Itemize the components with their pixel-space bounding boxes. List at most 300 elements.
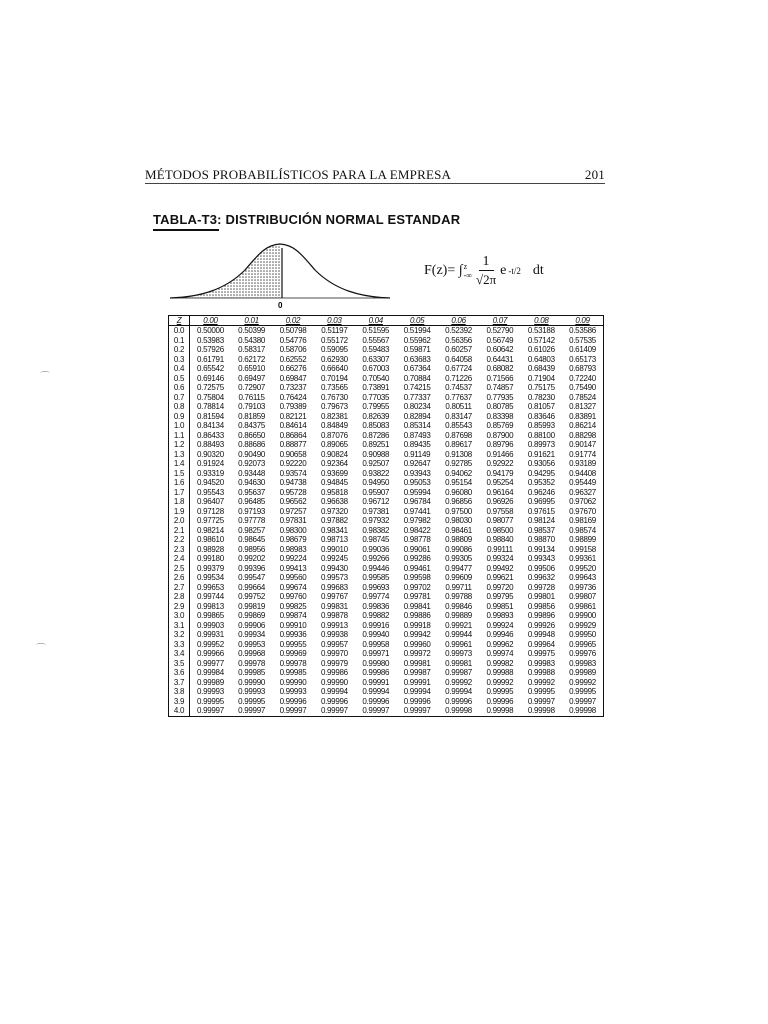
- probability-cell: 0.95728: [279, 487, 307, 497]
- probability-cell: 0.96407: [197, 497, 224, 506]
- probability-cell: 0.99972: [403, 649, 431, 658]
- probability-cell: 0.99795: [486, 592, 514, 601]
- probability-cell: 0.63307: [362, 354, 390, 364]
- probability-cell: 0.62172: [238, 354, 265, 364]
- probability-cell: 0.95543: [197, 487, 224, 497]
- probability-cell: 0.99982: [486, 658, 514, 668]
- probability-cell: 0.81594: [197, 411, 224, 421]
- probability-cell: 0.99767: [320, 592, 348, 601]
- column-header: 0.04: [355, 316, 396, 326]
- row-z-value: 2.0: [169, 516, 190, 526]
- probability-cell: 0.91774: [569, 449, 596, 459]
- probability-cell: 0.65542: [197, 364, 224, 373]
- probability-cell: 0.95352: [527, 478, 555, 487]
- probability-cell: 0.94179: [486, 468, 514, 478]
- probability-cell: 0.99993: [279, 687, 307, 696]
- table-row: [169, 573, 604, 583]
- probability-cell: 0.99702: [403, 582, 431, 592]
- probability-cell: 0.99978: [238, 658, 265, 668]
- probability-cell: 0.68439: [527, 364, 555, 373]
- probability-cell: 0.87286: [362, 430, 390, 440]
- probability-cell: 0.96712: [362, 497, 390, 506]
- row-z-value: 3.5: [169, 659, 190, 669]
- probability-cell: 0.95053: [403, 478, 431, 487]
- page-number: 201: [584, 167, 605, 182]
- probability-cell: 0.63683: [403, 354, 431, 364]
- probability-cell: 0.99893: [486, 611, 514, 620]
- probability-cell: 0.99989: [569, 668, 596, 677]
- probability-cell: 0.97725: [197, 516, 224, 525]
- probability-cell: 0.84134: [197, 421, 224, 430]
- row-z-value: 0.6: [169, 383, 190, 393]
- probability-cell: 0.89973: [527, 440, 555, 449]
- probability-cell: 0.98257: [238, 525, 265, 535]
- probability-cell: 0.99991: [362, 677, 390, 687]
- probability-cell: 0.99396: [238, 563, 265, 573]
- row-z-value: 0.8: [169, 402, 190, 412]
- table-row: [169, 507, 604, 517]
- probability-cell: 0.79389: [279, 402, 307, 411]
- probability-cell: 0.99245: [320, 554, 348, 563]
- probability-cell: 0.78814: [197, 402, 224, 411]
- probability-cell: 0.82894: [403, 411, 431, 421]
- probability-cell: 0.99869: [238, 611, 265, 620]
- probability-cell: 0.99598: [403, 573, 431, 582]
- title-rest: DISTRIBUCIÓN NORMAL ESTANDAR: [221, 212, 461, 227]
- probability-cell: 0.87698: [445, 430, 472, 440]
- probability-cell: 0.99851: [486, 601, 514, 611]
- table-row: [169, 659, 604, 669]
- probability-cell: 0.99836: [362, 601, 390, 611]
- probability-cell: 0.99720: [486, 582, 514, 592]
- probability-cell: 0.99987: [403, 668, 431, 677]
- table-row: [169, 402, 604, 412]
- row-z-value: 0.5: [169, 374, 190, 384]
- probability-cell: 0.84375: [238, 421, 265, 430]
- probability-cell: 0.99942: [403, 630, 431, 639]
- row-z-value: 1.3: [169, 450, 190, 460]
- probability-cell: 0.51197: [321, 326, 348, 335]
- probability-cell: 0.90824: [320, 449, 348, 459]
- probability-cell: 0.91924: [197, 459, 224, 468]
- probability-cell: 0.78230: [527, 392, 555, 402]
- probability-cell: 0.87493: [403, 430, 431, 440]
- probability-cell: 0.74537: [445, 383, 472, 392]
- probability-cell: 0.99547: [238, 573, 265, 582]
- probability-cell: 0.99979: [320, 658, 348, 668]
- formula-lower-limit: -∞: [463, 271, 472, 280]
- probability-cell: 0.79673: [320, 402, 348, 411]
- probability-cell: 0.96926: [486, 497, 514, 506]
- probability-cell: 0.53586: [569, 326, 596, 335]
- row-z-value: 2.8: [169, 592, 190, 602]
- probability-cell: 0.85543: [445, 421, 472, 430]
- probability-cell: 0.99906: [238, 620, 265, 630]
- probability-cell: 0.70884: [403, 373, 431, 383]
- probability-cell: 0.99774: [362, 592, 390, 601]
- probability-cell: 0.99728: [527, 582, 555, 592]
- probability-cell: 0.98030: [445, 516, 472, 525]
- probability-cell: 0.93822: [362, 468, 390, 478]
- probability-cell: 0.79955: [362, 402, 390, 411]
- probability-cell: 0.99086: [445, 544, 472, 554]
- row-z-value: 2.9: [169, 602, 190, 612]
- probability-cell: 0.99781: [403, 592, 431, 601]
- probability-cell: 0.98124: [527, 516, 555, 525]
- probability-cell: 0.97558: [486, 506, 514, 516]
- probability-cell: 0.99992: [486, 677, 514, 687]
- probability-cell: 0.99996: [445, 696, 472, 706]
- probability-cell: 0.99856: [527, 601, 555, 611]
- table-title: [153, 212, 460, 227]
- probability-cell: 0.81057: [527, 402, 555, 411]
- probability-cell: 0.93319: [197, 468, 224, 478]
- probability-cell: 0.99010: [320, 544, 348, 554]
- title-underline: [153, 229, 219, 231]
- probability-cell: 0.99934: [238, 630, 265, 639]
- row-z-value: 2.7: [169, 583, 190, 593]
- probability-cell: 0.55172: [320, 335, 348, 345]
- probability-cell: 0.97882: [320, 516, 348, 525]
- probability-cell: 0.95994: [403, 487, 431, 497]
- table-row: [169, 393, 604, 403]
- probability-cell: 0.90988: [362, 449, 390, 459]
- probability-cell: 0.99492: [486, 563, 514, 573]
- table-row: [169, 630, 604, 640]
- row-z-value: 3.0: [169, 611, 190, 621]
- probability-cell: 0.98778: [403, 535, 431, 544]
- row-z-value: 0.7: [169, 393, 190, 403]
- probability-cell: 0.98537: [527, 525, 555, 535]
- normal-curve-figure: [170, 240, 390, 310]
- row-z-value: 3.3: [169, 640, 190, 650]
- probability-cell: 0.97320: [320, 506, 348, 516]
- probability-cell: 0.76115: [238, 392, 265, 402]
- column-header: 0.01: [231, 316, 272, 326]
- probability-cell: 0.89435: [403, 440, 431, 449]
- probability-cell: 0.95907: [362, 487, 390, 497]
- row-z-value: 3.6: [169, 668, 190, 678]
- curve-label: 0: [278, 301, 283, 310]
- table-row: [169, 611, 604, 621]
- probability-cell: 0.99446: [362, 563, 390, 573]
- probability-cell: 0.99995: [197, 696, 224, 706]
- row-z-value: 0.0: [169, 326, 190, 336]
- probability-cell: 0.52392: [445, 326, 472, 335]
- probability-cell: 0.62552: [279, 354, 307, 364]
- probability-cell: 0.97670: [569, 506, 596, 516]
- title-prefix: TABLA-T3:: [153, 212, 222, 227]
- probability-cell: 0.58317: [238, 345, 265, 354]
- formula-exp-base: e: [500, 263, 507, 278]
- probability-cell: 0.51994: [403, 326, 431, 335]
- table-row: [169, 649, 604, 659]
- table-row: [169, 383, 604, 393]
- probability-cell: 0.99994: [362, 687, 390, 696]
- probability-cell: 0.99693: [362, 582, 390, 592]
- probability-cell: 0.99744: [197, 592, 224, 601]
- probability-cell: 0.99973: [445, 649, 472, 658]
- probability-cell: 0.61791: [197, 354, 224, 364]
- probability-cell: 0.99936: [279, 630, 307, 639]
- probability-cell: 0.80511: [445, 402, 472, 411]
- probability-cell: 0.99224: [279, 554, 307, 563]
- probability-cell: 0.75804: [197, 392, 224, 402]
- probability-cell: 0.87076: [320, 430, 348, 440]
- probability-cell: 0.59483: [362, 345, 390, 354]
- row-z-value: 0.9: [169, 412, 190, 422]
- probability-cell: 0.99134: [527, 544, 555, 554]
- probability-cell: 0.99990: [320, 677, 348, 687]
- probability-cell: 0.99874: [279, 611, 307, 620]
- row-z-value: 1.8: [169, 497, 190, 507]
- probability-cell: 0.99825: [279, 601, 307, 611]
- row-z-value: 2.4: [169, 554, 190, 564]
- probability-cell: 0.99983: [527, 658, 555, 668]
- probability-cell: 0.99861: [569, 601, 596, 611]
- probability-cell: 0.99534: [197, 573, 224, 582]
- probability-cell: 0.99266: [362, 554, 390, 563]
- probability-cell: 0.88298: [569, 430, 596, 440]
- formula-exponent: -t/2: [508, 266, 521, 276]
- column-header: 0.02: [272, 316, 313, 326]
- probability-cell: 0.55962: [403, 335, 431, 345]
- table-row: [169, 478, 604, 488]
- probability-cell: 0.77935: [486, 392, 514, 402]
- probability-cell: 0.99985: [238, 668, 265, 677]
- table-row: [169, 412, 604, 422]
- probability-cell: 0.94408: [569, 468, 596, 478]
- formula-numerator: 1: [479, 254, 494, 271]
- row-z-value: 3.9: [169, 697, 190, 707]
- probability-cell: 0.89617: [445, 440, 472, 449]
- probability-cell: 0.97441: [403, 506, 431, 516]
- formula-denominator: √2π: [475, 272, 497, 287]
- row-z-value: 1.0: [169, 421, 190, 431]
- probability-cell: 0.66640: [320, 364, 348, 373]
- probability-cell: 0.72907: [238, 383, 265, 392]
- formula-lhs: F(z)= ∫: [424, 263, 463, 278]
- row-z-value: 2.5: [169, 564, 190, 574]
- row-z-value: 0.1: [169, 336, 190, 346]
- probability-cell: 0.99324: [486, 554, 514, 563]
- row-z-value: 3.7: [169, 678, 190, 688]
- probability-cell: 0.99841: [403, 601, 431, 611]
- probability-cell: 0.99998: [562, 706, 603, 716]
- probability-cell: 0.99926: [527, 620, 555, 630]
- probability-cell: 0.53188: [527, 326, 555, 335]
- probability-cell: 0.99305: [445, 554, 472, 563]
- probability-cell: 0.98610: [197, 535, 224, 544]
- probability-cell: 0.99996: [403, 696, 431, 706]
- probability-cell: 0.99585: [362, 573, 390, 582]
- table-row: [169, 336, 604, 346]
- probability-cell: 0.98840: [486, 535, 514, 544]
- probability-cell: 0.99968: [238, 649, 265, 658]
- probability-cell: 0.99752: [238, 592, 265, 601]
- probability-cell: 0.99993: [238, 687, 265, 696]
- probability-cell: 0.82639: [362, 411, 390, 421]
- table-row: [169, 583, 604, 593]
- column-header: 0.09: [562, 316, 603, 326]
- probability-cell: 0.95637: [238, 487, 265, 497]
- probability-cell: 0.51595: [362, 326, 390, 335]
- row-z-value: 2.1: [169, 526, 190, 536]
- probability-cell: 0.99997: [190, 706, 231, 716]
- row-z-value: 3.8: [169, 687, 190, 697]
- probability-cell: 0.98574: [569, 525, 596, 535]
- probability-cell: 0.99997: [396, 706, 437, 716]
- probability-cell: 0.57535: [569, 335, 596, 345]
- probability-cell: 0.98713: [320, 535, 348, 544]
- probability-cell: 0.99996: [320, 696, 348, 706]
- probability-cell: 0.56356: [445, 335, 472, 345]
- probability-cell: 0.99343: [527, 554, 555, 563]
- probability-cell: 0.99736: [569, 582, 596, 592]
- probability-cell: 0.96485: [238, 497, 265, 506]
- probability-cell: 0.99924: [486, 620, 514, 630]
- scan-mark: ⌒: [40, 372, 50, 383]
- probability-cell: 0.99413: [279, 563, 307, 573]
- column-header: 0.08: [521, 316, 562, 326]
- probability-cell: 0.99970: [320, 649, 348, 658]
- probability-cell: 0.96246: [527, 487, 555, 497]
- probability-cell: 0.99831: [320, 601, 348, 611]
- probability-cell: 0.96327: [569, 487, 596, 497]
- probability-cell: 0.99807: [569, 592, 596, 601]
- probability-cell: 0.96995: [527, 497, 555, 506]
- probability-cell: 0.94630: [238, 478, 265, 487]
- probability-cell: 0.99361: [569, 554, 596, 563]
- row-z-value: 1.7: [169, 488, 190, 498]
- probability-cell: 0.89065: [320, 440, 348, 449]
- probability-cell: 0.99882: [362, 611, 390, 620]
- probability-cell: 0.68793: [569, 364, 596, 373]
- table-row: [169, 488, 604, 498]
- probability-cell: 0.96164: [486, 487, 514, 497]
- formula-fraction: [476, 254, 496, 288]
- probability-cell: 0.99865: [197, 611, 224, 620]
- table-row: [169, 469, 604, 479]
- probability-cell: 0.99991: [403, 677, 431, 687]
- probability-cell: 0.83646: [527, 411, 555, 421]
- probability-cell: 0.99996: [486, 696, 514, 706]
- table-row: [169, 564, 604, 574]
- probability-cell: 0.64803: [527, 354, 555, 364]
- probability-cell: 0.92922: [486, 459, 514, 468]
- probability-cell: 0.67364: [403, 364, 431, 373]
- row-z-value: 1.6: [169, 478, 190, 488]
- probability-cell: 0.83398: [486, 411, 514, 421]
- header-title: MÉTODOS PROBABILÍSTICOS PARA LA EMPRESA: [145, 167, 452, 182]
- probability-cell: 0.99896: [527, 611, 555, 620]
- probability-cell: 0.99994: [445, 687, 472, 696]
- table-row: [169, 554, 604, 564]
- z-table: [168, 315, 604, 717]
- probability-cell: 0.92073: [238, 459, 265, 468]
- probability-cell: 0.99992: [445, 677, 472, 687]
- probability-cell: 0.99878: [320, 611, 348, 620]
- table-row: [169, 326, 604, 336]
- probability-cell: 0.96784: [403, 497, 431, 506]
- probability-cell: 0.97500: [445, 506, 472, 516]
- probability-cell: 0.99995: [486, 687, 514, 696]
- probability-cell: 0.99988: [527, 668, 555, 677]
- probability-cell: 0.89796: [486, 440, 514, 449]
- probability-cell: 0.98300: [279, 525, 307, 535]
- table-row: [169, 421, 604, 431]
- column-header: 0.00: [190, 316, 231, 326]
- probability-cell: 0.76730: [320, 392, 348, 402]
- probability-cell: 0.76424: [279, 392, 307, 402]
- shaded-area: [170, 244, 280, 298]
- probability-cell: 0.86214: [569, 421, 596, 430]
- probability-cell: 0.98679: [279, 535, 307, 544]
- table-row: [169, 678, 604, 688]
- probability-cell: 0.52790: [486, 326, 514, 335]
- probability-cell: 0.77637: [445, 392, 472, 402]
- probability-cell: 0.99202: [238, 554, 265, 563]
- probability-cell: 0.56749: [486, 335, 514, 345]
- row-z-value: 1.1: [169, 431, 190, 441]
- probability-cell: 0.88493: [197, 440, 224, 449]
- probability-cell: 0.98745: [362, 535, 390, 544]
- probability-cell: 0.73891: [362, 383, 390, 392]
- table-row: [169, 706, 604, 716]
- column-header: 0.05: [396, 316, 437, 326]
- column-header: 0.03: [314, 316, 355, 326]
- row-z-value: 3.2: [169, 630, 190, 640]
- probability-cell: 0.87900: [486, 430, 514, 440]
- probability-cell: 0.97831: [279, 516, 307, 525]
- probability-cell: 0.59095: [320, 345, 348, 354]
- probability-cell: 0.73565: [320, 383, 348, 392]
- probability-cell: 0.69146: [197, 373, 224, 383]
- probability-cell: 0.91308: [445, 449, 472, 459]
- table-row: [169, 450, 604, 460]
- probability-cell: 0.97932: [362, 516, 390, 525]
- probability-cell: 0.93699: [320, 468, 348, 478]
- probability-cell: 0.94295: [527, 468, 555, 478]
- probability-cell: 0.99711: [445, 582, 472, 592]
- probability-cell: 0.99964: [527, 639, 555, 649]
- probability-cell: 0.99985: [279, 668, 307, 677]
- probability-cell: 0.99986: [362, 668, 390, 677]
- probability-cell: 0.70540: [362, 373, 390, 383]
- probability-cell: 0.61409: [569, 345, 596, 354]
- probability-cell: 0.54776: [279, 335, 307, 345]
- formula-upper-limit: z: [463, 262, 468, 271]
- probability-cell: 0.98341: [320, 525, 348, 535]
- probability-cell: 0.99990: [279, 677, 307, 687]
- probability-cell: 0.81859: [238, 411, 265, 421]
- probability-cell: 0.71226: [445, 373, 472, 383]
- probability-cell: 0.99061: [403, 544, 431, 554]
- probability-cell: 0.99998: [438, 706, 479, 716]
- probability-cell: 0.99430: [320, 563, 348, 573]
- header-rule: [145, 183, 605, 184]
- probability-cell: 0.99997: [272, 706, 313, 716]
- probability-cell: 0.99997: [527, 696, 555, 706]
- probability-cell: 0.99986: [320, 668, 348, 677]
- probability-cell: 0.68082: [486, 364, 514, 373]
- probability-cell: 0.99962: [486, 639, 514, 649]
- probability-cell: 0.69847: [279, 373, 307, 383]
- probability-cell: 0.64058: [445, 354, 472, 364]
- probability-cell: 0.99987: [445, 668, 472, 677]
- probability-cell: 0.93943: [403, 468, 431, 478]
- probability-cell: 0.58706: [279, 345, 307, 354]
